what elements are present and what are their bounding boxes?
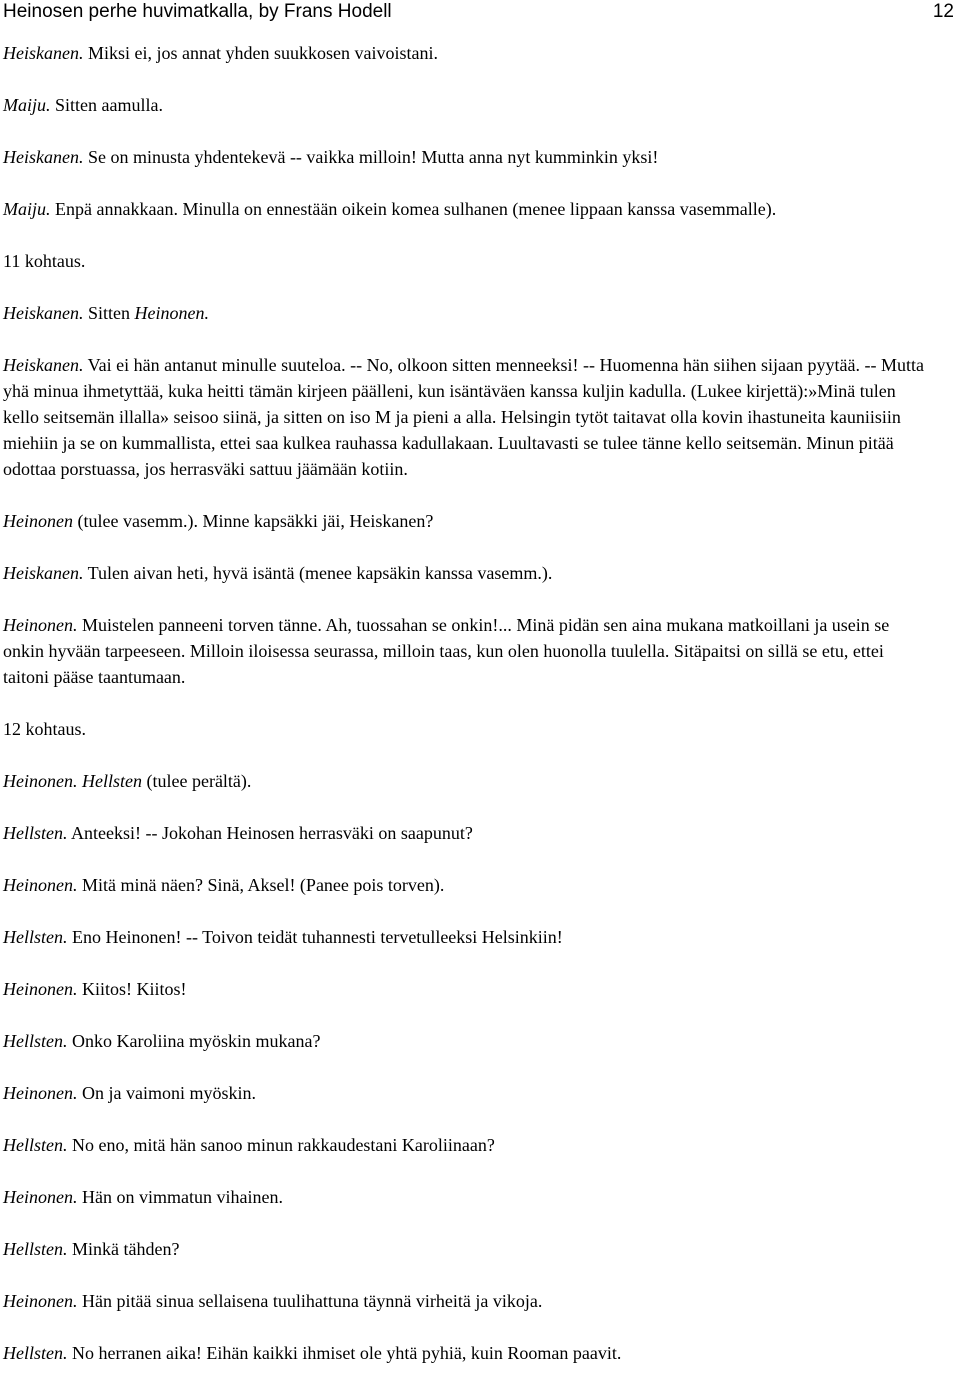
dialogue-line — [3, 560, 933, 586]
dialogue-text: Minkä tähden? — [67, 1239, 180, 1259]
document-title: Heinosen perhe huvimatkalla, by Frans Hodell — [3, 1, 392, 22]
dialogue-text: Se on minusta yhdentekevä -- vaikka milloin! Mutta anna nyt kumminkin yksi! — [83, 147, 659, 167]
speaker-name: Hellsten. — [3, 823, 68, 843]
dialogue-line — [3, 1288, 933, 1314]
dialogue-text: Sitten — [83, 303, 135, 323]
dialogue-line — [3, 612, 933, 690]
dialogue-text: On ja vaimoni myöskin. — [77, 1083, 256, 1103]
dialogue-text: (tulee perältä). — [141, 771, 252, 791]
speaker-name: Maiju. — [3, 199, 51, 219]
dialogue-text: Enpä annakkaan. Minulla on ennestään oikein komea sulhanen (menee lippaan kanssa vasemmalle). — [50, 199, 777, 219]
dialogue-text: No eno, mitä hän sanoo minun rakkaudestani Karoliinaan? — [67, 1135, 495, 1155]
dialogue-text: Eno Heinonen! -- Toivon teidät tuhannesti tervetulleeksi Helsinkiin! — [67, 927, 563, 947]
dialogue-text: Hän pitää sinua sellaisena tuulihattuna täynnä virheitä ja vikoja. — [77, 1291, 543, 1311]
speaker-name: Heinonen. — [3, 771, 78, 791]
dialogue-line — [3, 196, 933, 222]
dialogue-line — [3, 1184, 933, 1210]
dialogue-text: No herranen aika! Eihän kaikki ihmiset ole yhtä pyhiä, kuin Rooman paavit. — [67, 1343, 622, 1363]
dialogue-line — [3, 508, 933, 534]
speaker-name: Hellsten. — [3, 1135, 68, 1155]
speaker-name: Hellsten. — [3, 927, 68, 947]
speaker-name: Heinonen. — [3, 1291, 78, 1311]
dialogue-line — [3, 820, 933, 846]
dialogue-line — [3, 1236, 933, 1262]
dialogue-text: Anteeksi! -- Jokohan Heinosen herrasväki on saapunut? — [67, 823, 473, 843]
speaker-name: Hellsten. — [3, 1343, 68, 1363]
speaker-name: Heinonen. — [3, 1083, 78, 1103]
dialogue-line — [3, 976, 933, 1002]
dialogue-text: (tulee vasemm.). Minne kapsäkki jäi, Heiskanen? — [72, 511, 434, 531]
dialogue-line — [3, 40, 933, 66]
dialogue-line — [3, 1340, 933, 1366]
speaker-name: Heinonen. — [134, 303, 209, 323]
dialogue-text: Mitä minä näen? Sinä, Aksel! (Panee pois torven). — [77, 875, 445, 895]
dialogue-text: Sitten aamulla. — [50, 95, 163, 115]
speaker-name: Heinonen. — [3, 979, 78, 999]
speaker-name: Heinonen. — [3, 875, 78, 895]
dialogue-line — [3, 144, 933, 170]
dialogue-line — [3, 1028, 933, 1054]
speaker-name: Heiskanen. — [3, 147, 84, 167]
dialogue-line — [3, 872, 933, 898]
page-header — [3, 0, 954, 24]
speaker-name: Heinonen. — [3, 1187, 78, 1207]
speaker-name: Heiskanen. — [3, 355, 84, 375]
dialogue-text: Vai ei hän antanut minulle suuteloa. -- No, olkoon sitten menneeksi! -- Huomenna hän siihen sijaan pyytää. -- Mutta yhä minua ihmetyttää, kuka heitti tämän kirjeen päälleni, kun isäntäväen kanssa kuljin kadulla. (Lukee kirjettä):»Minä tulen kello seitsemän illalla» seisoo siinä, ja sitten on iso M ja pieni a alla. Helsingin tytöt taitavat olla kovin ihastuneita kauniisiin miehiin ja se on kummallista, ettei saa kulkea rauhassa kadullakaan. Luultavasti se tulee tänne kello seitsemän. Minun pitää odottaa porstuassa, jos herrasväki sattuu jäämään kotiin. — [3, 355, 924, 479]
dialogue-line — [3, 300, 933, 326]
dialogue-text: Onko Karoliina myöskin mukana? — [67, 1031, 321, 1051]
speaker-name: Heiskanen. — [3, 563, 84, 583]
dialogue-line — [3, 92, 933, 118]
speaker-name: Heinonen — [3, 511, 73, 531]
page-number: 12 — [932, 1, 954, 22]
dialogue-text: Muistelen panneeni torven tänne. Ah, tuossahan se onkin!... Minä pidän sen aina mukana matkoillani ja usein se onkin hyvään tarpeeseen. Milloin iloisessa seurassa, milloin taas, kun olen huonolla tuulella. Sitäpaitsi on sillä se etu, ettei taitoni pääse taantumaan. — [3, 615, 890, 687]
scene-heading: 11 kohtaus. — [3, 251, 86, 271]
scene-heading: 12 kohtaus. — [3, 719, 86, 739]
dialogue-text: Kiitos! Kiitos! — [77, 979, 187, 999]
dialogue-text: Tulen aivan heti, hyvä isäntä (menee kapsäkin kanssa vasemm.). — [83, 563, 553, 583]
speaker-name: Hellsten. — [3, 1031, 68, 1051]
speaker-name: Hellsten — [81, 771, 142, 791]
dialogue-text: Miksi ei, jos annat yhden suukkosen vaivoistani. — [83, 43, 438, 63]
speaker-name: Hellsten. — [3, 1239, 68, 1259]
dialogue-text: Hän on vimmatun vihainen. — [77, 1187, 283, 1207]
speaker-name: Maiju. — [3, 95, 51, 115]
dialogue-line — [3, 924, 933, 950]
dialogue-line — [3, 1132, 933, 1158]
dialogue-line — [3, 352, 933, 482]
speaker-name: Heiskanen. — [3, 303, 84, 323]
speaker-name: Heinonen. — [3, 615, 78, 635]
speaker-name: Heiskanen. — [3, 43, 84, 63]
play-text — [3, 40, 933, 1366]
dialogue-line — [3, 768, 933, 794]
dialogue-line — [3, 1080, 933, 1106]
